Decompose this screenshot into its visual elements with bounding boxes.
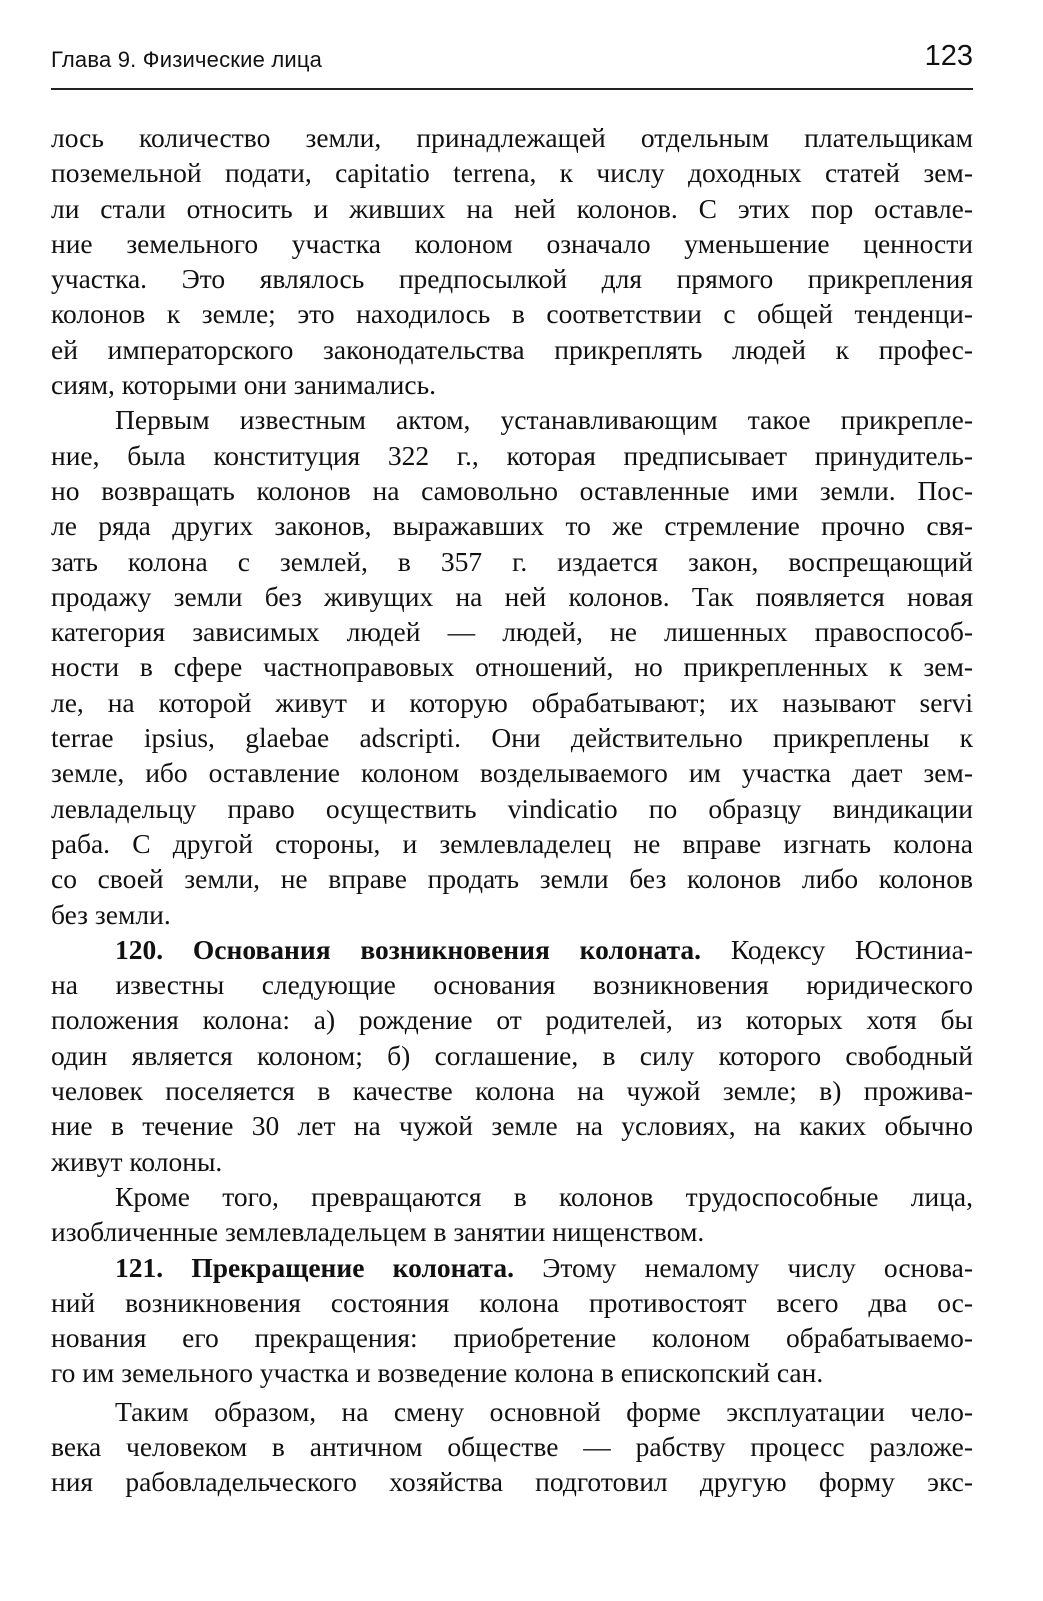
text-line: ли стали относить и живших на ней колонов. С этих пор оставле- bbox=[51, 192, 973, 224]
page-body bbox=[51, 120, 973, 1500]
text-line: живут колоны. bbox=[51, 1145, 223, 1177]
text-line: ле ряда других законов, выражавших то же стремление прочно свя- bbox=[51, 510, 973, 542]
text-line: раба. С другой стороны, и землевладелец не вправе изгнать колона bbox=[51, 827, 973, 859]
text-line: колонов к земле; это находилось в соответствии с общей тенденци- bbox=[51, 298, 973, 330]
section-heading: 121. Прекращение колоната. bbox=[115, 1251, 515, 1283]
text-line: но возвращать колонов на самовольно оставленные ими земли. Пос- bbox=[51, 474, 973, 506]
text-line: продажу земли без живущих на ней колонов. Так появляется новая bbox=[51, 580, 973, 612]
text-line: участка. Это являлось предпосылкой для прямого прикрепления bbox=[51, 263, 973, 295]
text-line: ние земельного участка колоном означало уменьшение ценности bbox=[51, 227, 973, 259]
text-line: лось количество земли, принадлежащей отдельным плательщикам bbox=[51, 122, 973, 153]
text-line: ния рабовладельческого хозяйства подготовил другую форму экс- bbox=[51, 1466, 973, 1498]
text-line bbox=[51, 1250, 973, 1285]
section-120 bbox=[51, 932, 973, 1179]
text-line: со своей земли, не вправе продать земли без колонов либо колонов bbox=[51, 863, 973, 895]
text-line: ей императорского законодательства прикреплять людей к профес- bbox=[51, 333, 973, 365]
running-title: Глава 9. Физические лица bbox=[51, 47, 323, 72]
text-line: на известны следующие основания возникновения юридического bbox=[51, 969, 973, 1001]
page-header bbox=[51, 40, 973, 90]
page-number: 123 bbox=[924, 40, 973, 72]
text-line: категория зависимых людей — людей, не лишенных правоспособ- bbox=[51, 616, 973, 648]
heading-continuation: Кодексу Юстиниа- bbox=[730, 933, 974, 965]
paragraph bbox=[51, 402, 973, 931]
section-121 bbox=[51, 1250, 973, 1391]
paragraph bbox=[51, 120, 973, 402]
text-line: земле, ибо оставление колоном возделываемого им участка дает зем- bbox=[51, 757, 973, 789]
text-line: ле, на которой живут и которую обрабатывают; их называют servi bbox=[51, 686, 973, 718]
text-line: сиям, которыми они занимались. bbox=[51, 369, 436, 401]
text-line: ние в течение 30 лет на чужой земле на условиях, на каких обычно bbox=[51, 1110, 973, 1142]
text-line: без земли. bbox=[51, 898, 171, 930]
text-line: Кроме того, превращаются в колонов трудоспособные лица, bbox=[115, 1180, 973, 1212]
text-line: ние, была конституция 322 г., которая предписывает принудитель- bbox=[51, 439, 973, 471]
text-line: века человеком в античном обществе — рабству процесс разложе- bbox=[51, 1430, 973, 1462]
paragraph bbox=[51, 1179, 973, 1250]
paragraph bbox=[51, 1394, 973, 1500]
text-line: ний возникновения состояния колона противостоят всего два ос- bbox=[51, 1286, 973, 1318]
text-line: зать колона с землей, в 357 г. издается закон, воспрещающий bbox=[51, 545, 973, 577]
text-line: Первым известным актом, устанавливающим такое прикрепле- bbox=[115, 404, 973, 436]
text-line: Таким образом, на смену основной форме эксплуатации чело- bbox=[115, 1395, 973, 1427]
text-line: нования его прекращения: приобретение колоном обрабатываемо- bbox=[51, 1322, 973, 1354]
heading-continuation: Этому немалому числу основа- bbox=[542, 1251, 973, 1283]
text-line: один является колоном; б) соглашение, в силу которого свободный bbox=[51, 1039, 973, 1071]
text-line bbox=[51, 932, 973, 967]
text-line: ности в сфере частноправовых отношений, но прикрепленных к зем- bbox=[51, 651, 973, 683]
text-line: terrae ipsius, glaebae adscripti. Они действительно прикреплены к bbox=[51, 722, 973, 754]
text-line: поземельной подати, capitatio terrena, к числу доходных статей зем- bbox=[51, 157, 973, 189]
text-line: человек поселяется в качестве колона на чужой земле; в) прожива- bbox=[51, 1075, 973, 1107]
section-heading: 120. Основания возникновения колоната. bbox=[115, 933, 702, 965]
text-line: положения колона: а) рождение от родителей, из которых хотя бы bbox=[51, 1004, 973, 1036]
text-line: изобличенные землевладельцем в занятии нищенством. bbox=[51, 1216, 705, 1248]
text-line: левладельцу право осуществить vindicatio по образцу виндикации bbox=[51, 792, 973, 824]
text-line: го им земельного участка и возведение колона в епископский сан. bbox=[51, 1357, 824, 1389]
